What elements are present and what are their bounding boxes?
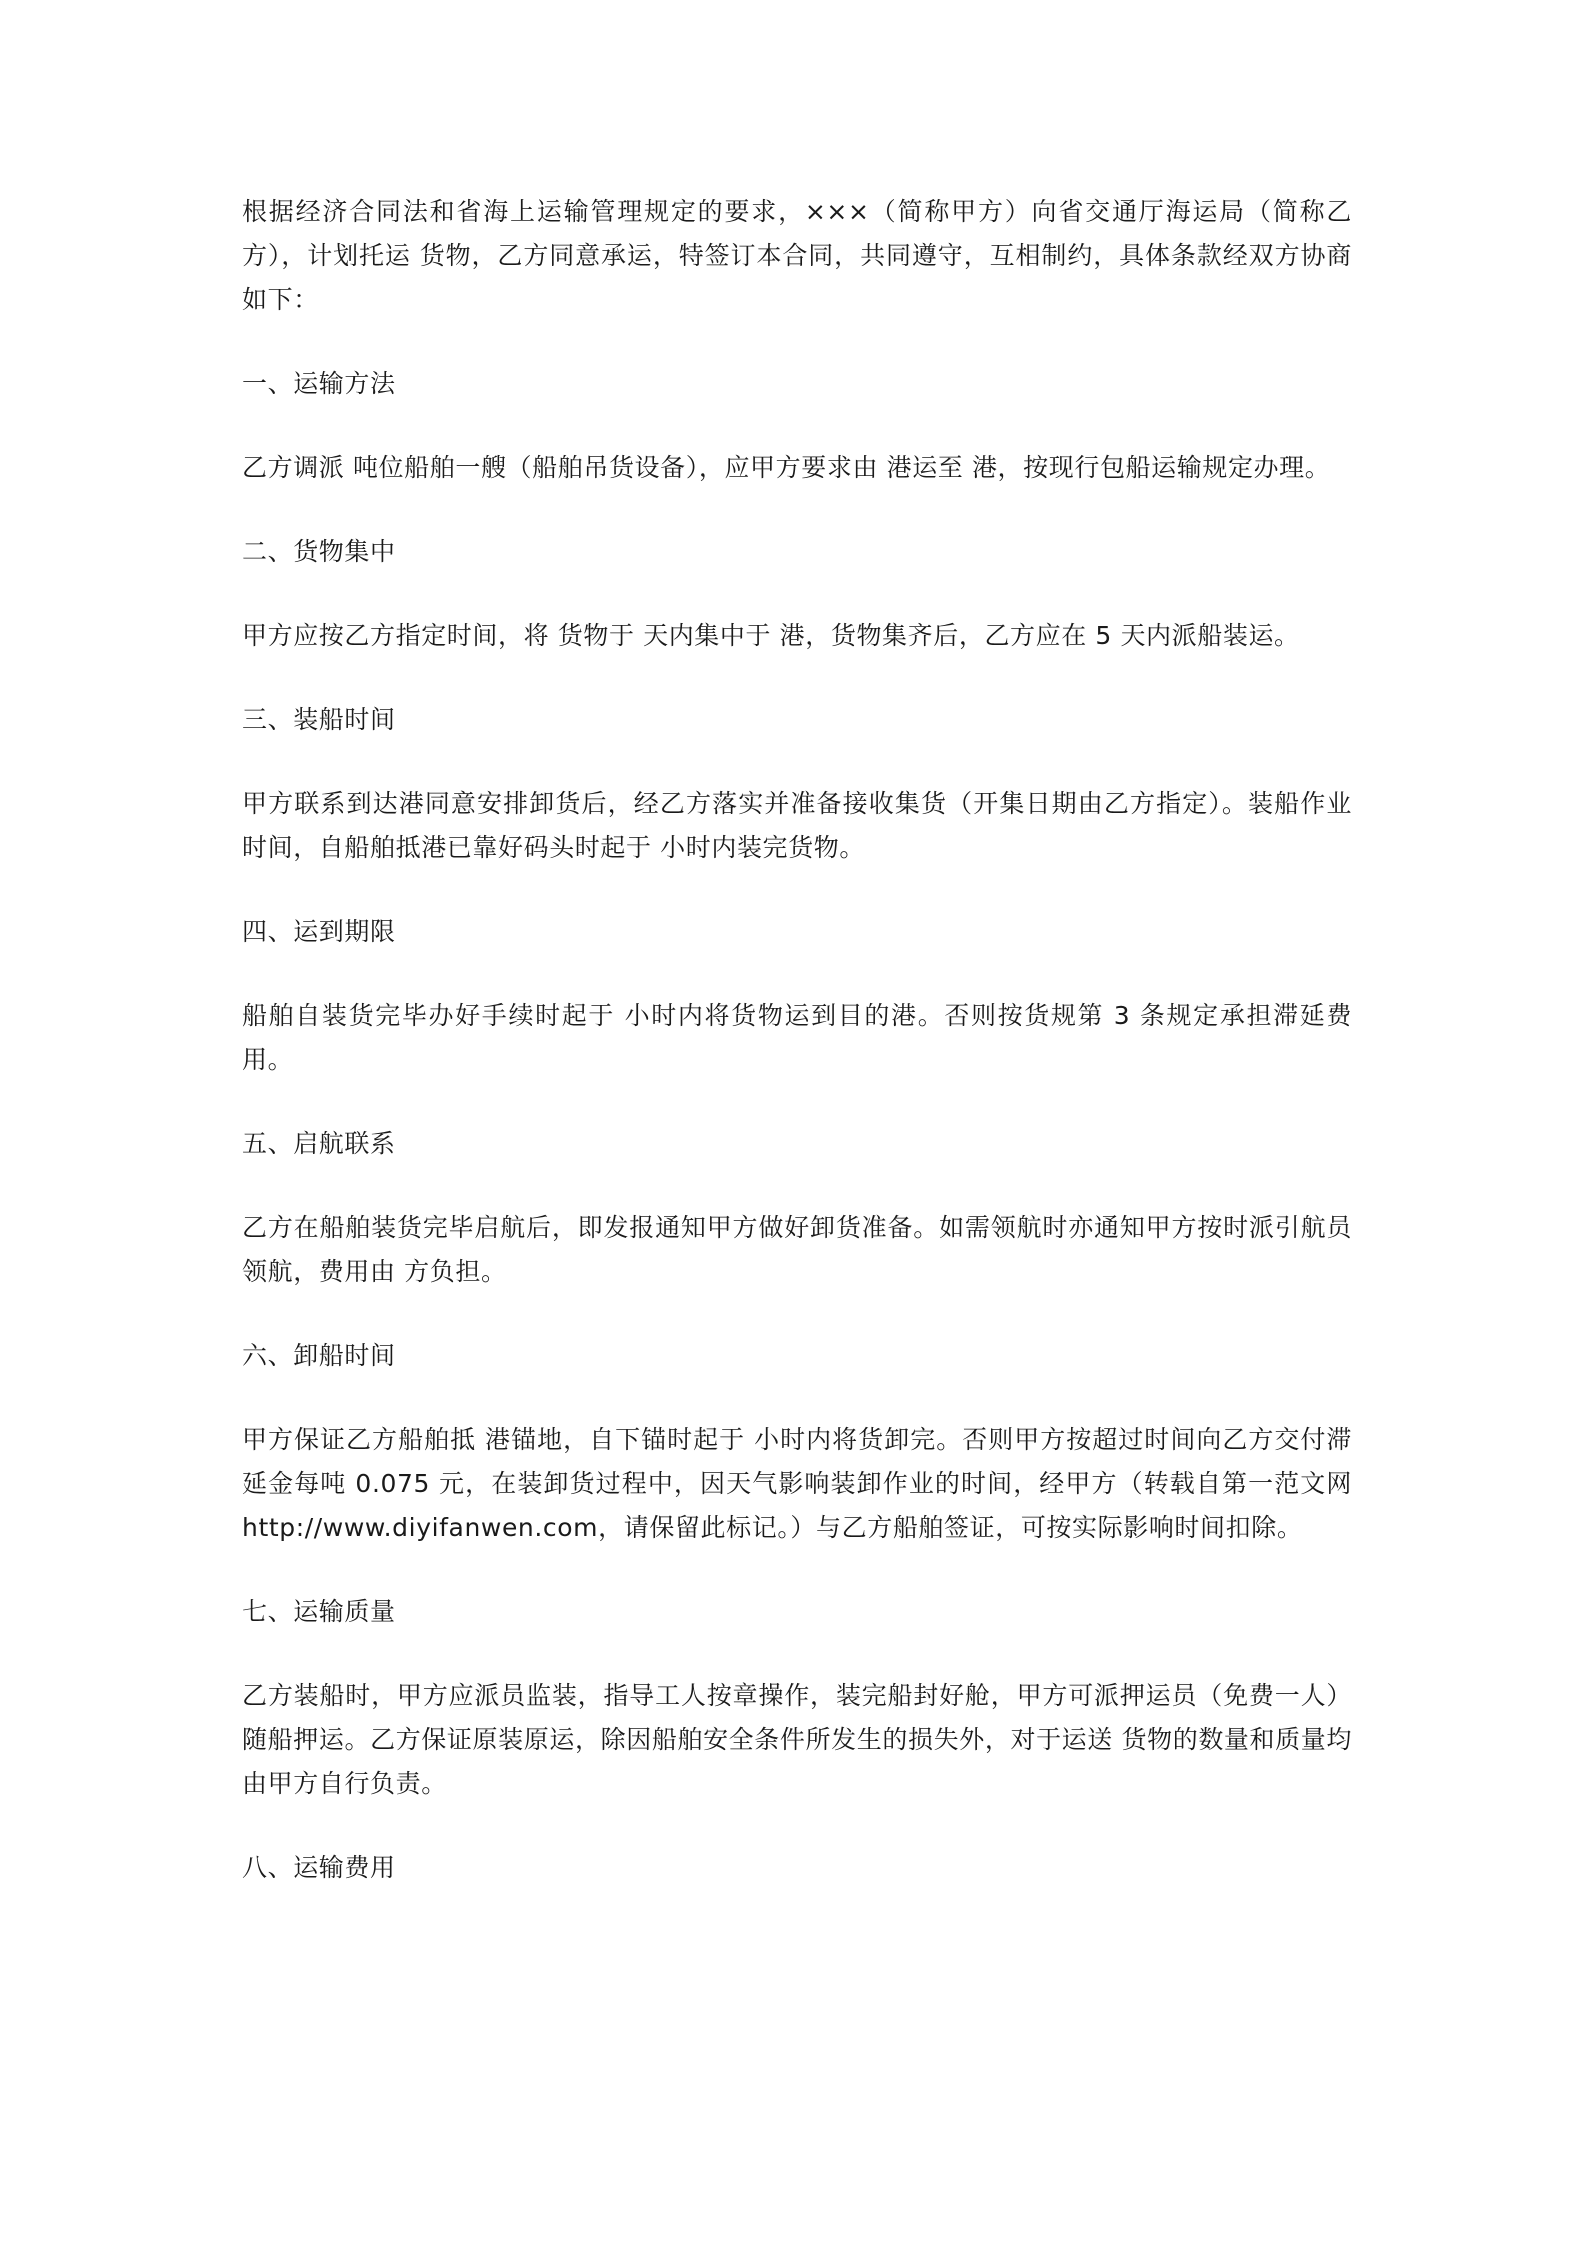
section-heading-4: 四、运到期限 <box>242 917 396 946</box>
section-heading-8: 八、运输费用 <box>242 1853 396 1882</box>
section-heading-1: 一、运输方法 <box>242 369 396 398</box>
section-heading-3: 三、装船时间 <box>242 705 396 734</box>
section-heading-7: 七、运输质量 <box>242 1597 396 1626</box>
section-body-1: 乙方调派 吨位船舶一艘（船舶吊货设备），应甲方要求由 港运至 港，按现行包船运输规定办理。 <box>242 453 1331 482</box>
section-heading-5: 五、启航联系 <box>242 1129 396 1158</box>
intro-paragraph: 根据经济合同法和省海上运输管理规定的要求，×××（简称甲方）向省交通厅海运局（简称乙方），计划托运 货物，乙方同意承运，特签订本合同，共同遵守，互相制约，具体条款经双方协商如下： <box>242 197 1352 314</box>
document-body <box>242 190 1352 1890</box>
section-heading-6: 六、卸船时间 <box>242 1341 396 1370</box>
section-heading-2: 二、货物集中 <box>242 537 396 566</box>
section-body-4: 船舶自装货完毕办好手续时起于 小时内将货物运到目的港。否则按货规第 3 条规定承担滞延费用。 <box>242 1001 1352 1074</box>
section-body-6: 甲方保证乙方船舶抵 港锚地，自下锚时起于 小时内将货卸完。否则甲方按超过时间向乙方交付滞延金每吨 0.075 元，在装卸货过程中，因天气影响装卸作业的时间，经甲方（转载自第一范文网 http://www.diyifanwen.com，请保留此标记。）与乙方船舶签证，可按实际影响时间扣除。 <box>242 1425 1352 1542</box>
section-body-2: 甲方应按乙方指定时间，将 货物于 天内集中于 港，货物集齐后，乙方应在 5 天内派船装运。 <box>242 621 1300 650</box>
section-body-3: 甲方联系到达港同意安排卸货后，经乙方落实并准备接收集货（开集日期由乙方指定）。装船作业时间，自船舶抵港已靠好码头时起于 小时内装完货物。 <box>242 789 1352 862</box>
section-body-7: 乙方装船时，甲方应派员监装，指导工人按章操作，装完船封好舱，甲方可派押运员（免费一人）随船押运。乙方保证原装原运，除因船舶安全条件所发生的损失外，对于运送 货物的数量和质量均由甲方自行负责。 <box>242 1681 1352 1798</box>
section-body-5: 乙方在船舶装货完毕启航后，即发报通知甲方做好卸货准备。如需领航时亦通知甲方按时派引航员领航，费用由 方负担。 <box>242 1213 1352 1286</box>
